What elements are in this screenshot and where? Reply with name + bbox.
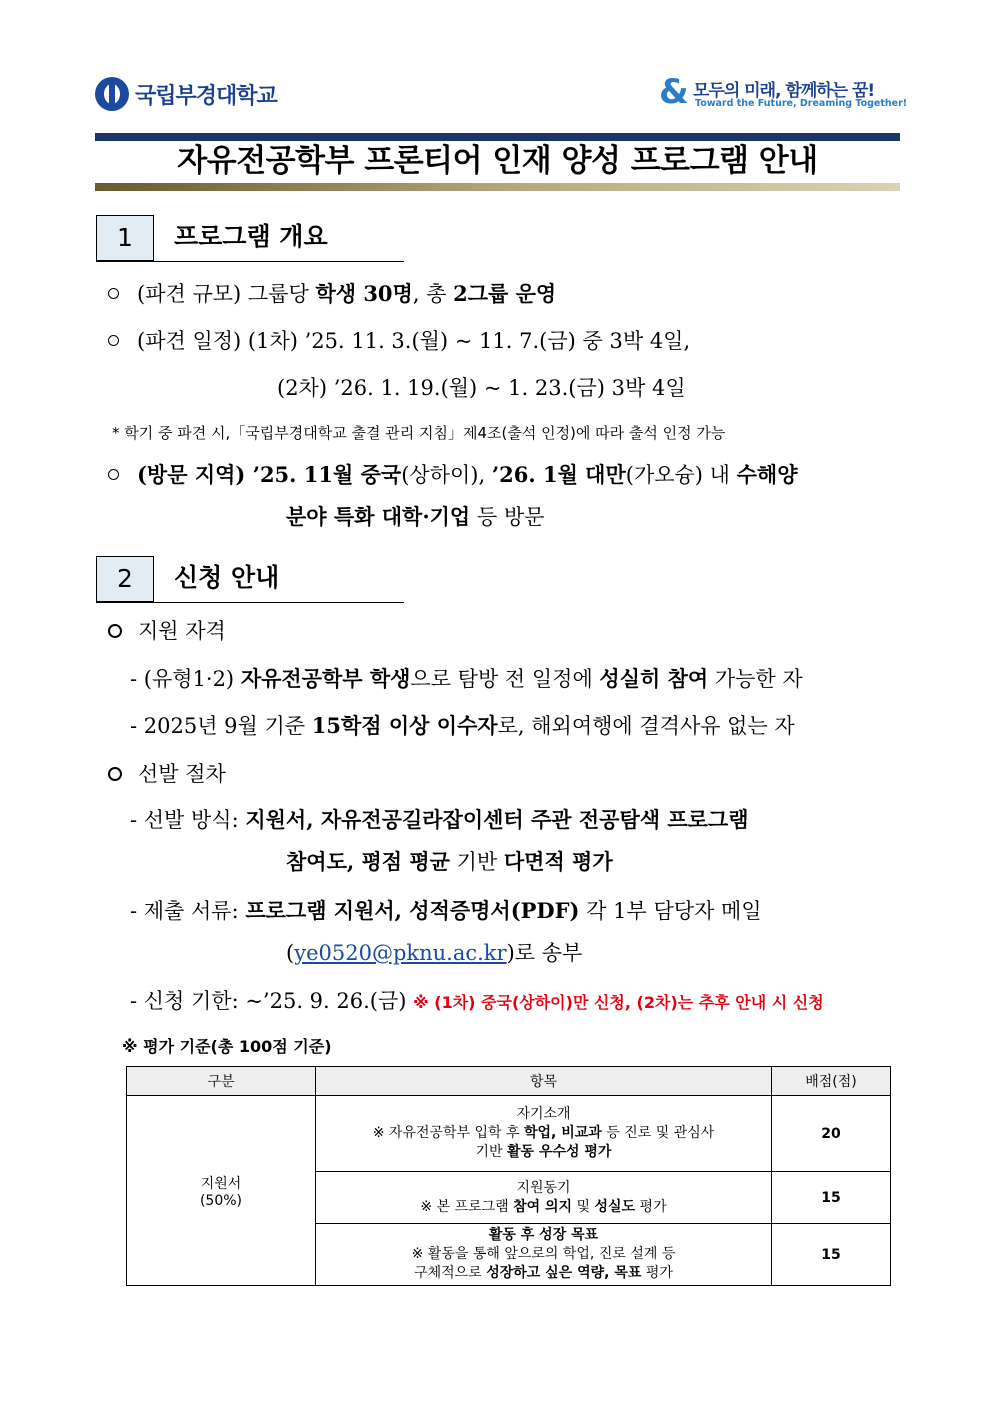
slogan-english: Toward the Future, Dreaming Together! — [695, 98, 908, 109]
slogan-logo — [659, 72, 908, 114]
circle-bullet-icon — [108, 767, 122, 781]
deadline-warning: ※ (1차) 중국(상하이)만 신청, (2차)는 추후 안내 시 신청 — [413, 993, 824, 1012]
section-title: 신청 안내 — [174, 563, 280, 592]
section-number: 1 — [96, 215, 154, 261]
score-cell: 15 — [772, 1172, 891, 1224]
slogan-text: 모두의 미래, 함께하는 꿈! — [693, 81, 875, 101]
item-cell: 활동 후 성장 목표 ※ 활동을 통해 앞으로의 학업, 진로 설계 등 구체적으로 성장하고 싶은 역량, 목표 평가 — [316, 1224, 772, 1286]
title-bottom-bar — [95, 183, 900, 191]
eligibility-line-2: - 2025년 9월 기준 15학점 이상 이수자로, 해외여행에 결격사유 없는 자 — [130, 713, 795, 738]
table-row — [127, 1096, 891, 1172]
contact-email-link[interactable]: ye0520@pknu.ac.kr — [294, 941, 507, 965]
university-name: 국립부경대학교 — [135, 83, 277, 109]
circle-bullet-icon — [108, 624, 122, 638]
region-line-2: 분야 특화 대학·기업 등 방문 — [286, 504, 545, 529]
region-item: (방문 지역) ’25. 11월 중국(상하이), ’26. 1월 대만(가오슝) 내 수해양 — [108, 460, 798, 490]
item-cell: 자기소개 ※ 자유전공학부 입학 후 학업, 비교과 등 진로 및 관심사 기반 활동 우수성 평가 — [316, 1096, 772, 1172]
schedule-line-2: (2차) ’26. 1. 19.(월) ~ 1. 23.(금) 3박 4일 — [277, 376, 686, 400]
university-emblem-icon — [95, 77, 129, 111]
criteria-table — [126, 1066, 891, 1286]
table-header-row — [127, 1067, 891, 1096]
circle-bullet-icon — [108, 335, 119, 346]
selection-heading: 선발 절차 — [108, 759, 226, 789]
section-number: 2 — [96, 556, 154, 602]
section-2-header — [96, 556, 404, 603]
page-title: 자유전공학부 프론티어 인재 양성 프로그램 안내 — [177, 143, 818, 179]
header-category: 구분 — [127, 1067, 316, 1096]
section-title: 프로그램 개요 — [174, 222, 328, 251]
scale-item: (파견 규모) 그룹당 학생 30명, 총 2그룹 운영 — [108, 279, 556, 309]
score-cell: 20 — [772, 1096, 891, 1172]
header-score: 배점(점) — [772, 1067, 891, 1096]
selection-docs-line-2: (ye0520@pknu.ac.kr)로 송부 — [286, 941, 583, 965]
section-1-header — [96, 215, 404, 262]
selection-docs: - 제출 서류: 프로그램 지원서, 성적증명서(PDF) 각 1부 담당자 메일 — [130, 898, 762, 923]
score-cell: 15 — [772, 1224, 891, 1286]
header-item: 항목 — [316, 1067, 772, 1096]
item-cell: 지원동기 ※ 본 프로그램 참여 의지 및 성실도 평가 — [316, 1172, 772, 1224]
ampersand-icon: & — [659, 72, 689, 112]
circle-bullet-icon — [108, 469, 119, 480]
category-cell: 지원서 (50%) — [127, 1096, 316, 1286]
schedule-item: (파견 일정) (1차) ’25. 11. 3.(월) ~ 11. 7.(금) 중 3박 4일, — [108, 326, 690, 356]
attendance-note: * 학기 중 파견 시,「국립부경대학교 출결 관리 지침」제4조(출석 인정)에 따라 출석 인정 가능 — [112, 424, 726, 442]
eligibility-line-1: - (유형1·2) 자유전공학부 학생으로 탐방 전 일정에 성실히 참여 가능한 자 — [130, 666, 803, 691]
circle-bullet-icon — [108, 288, 119, 299]
selection-deadline: - 신청 기한: ~’25. 9. 26.(금) ※ (1차) 중국(상하이)만 신청, (2차)는 추후 안내 시 신청 — [130, 989, 824, 1013]
selection-method-line-2: 참여도, 평점 평균 기반 다면적 평가 — [286, 849, 613, 874]
selection-method: - 선발 방식: 지원서, 자유전공길라잡이센터 주관 전공탐색 프로그램 — [130, 807, 749, 832]
eligibility-heading: 지원 자격 — [108, 616, 226, 646]
university-logo — [95, 76, 277, 112]
criteria-title: ※ 평가 기준(총 100점 기준) — [122, 1037, 332, 1056]
